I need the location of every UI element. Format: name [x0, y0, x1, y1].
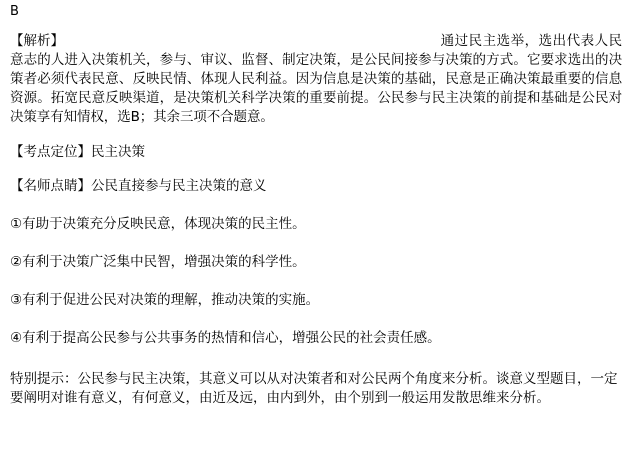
analysis-text [8, 32, 622, 127]
answer-letter: B [10, 4, 19, 19]
special-tip-line-1: 特别提示：公民参与民主决策，其意义可以从对决策者和对公民两个角度来分析。谈意义型题目，一定 [10, 371, 618, 387]
teacher-note-text: 公民直接参与民主决策的意义 [91, 178, 267, 194]
bullet-item-1: ①有助于决策充分反映民意，体现决策的民主性。 [10, 216, 306, 232]
analysis-content: 通过民主选举，选出代表人民意志的人进入决策机关，参与、审议、监督、制定决策，是公民间接参与决策的方式。它要求选出的决策者必须代表民意、反映民情、体现人民利益。因为信息是决策的基础，民意是正确决策最重要的信息资源。拓宽民意反映渠道，是决策机关科学决策的重要前提。公民参与民主决策的前提和基础是公民对决策享有知情权，选B；其余三项不合题意。 [10, 33, 622, 125]
bullet-item-2: ②有利于决策广泛集中民智，增强决策的科学性。 [10, 254, 306, 270]
bullet-item-3: ③有利于促进公民对决策的理解，推动决策的实施。 [10, 292, 320, 308]
exam-point-section [8, 143, 622, 162]
analysis-block [8, 32, 622, 128]
analysis-label: 【解析】 [10, 33, 64, 49]
teacher-note-section [8, 177, 622, 196]
special-tip [8, 370, 622, 408]
exam-point-label: 【考点定位】 [10, 144, 91, 160]
exam-point-text: 民主决策 [91, 144, 145, 160]
bullet-item-4: ④有利于提高公民参与公共事务的热情和信心，增强公民的社会责任感。 [10, 330, 441, 346]
special-tip-line-2: 要阐明对谁有意义，有何意义，由近及远，由内到外，由个别到一般运用发散思维来分析。 [10, 390, 550, 406]
teacher-note-label: 【名师点睛】 [10, 178, 91, 194]
